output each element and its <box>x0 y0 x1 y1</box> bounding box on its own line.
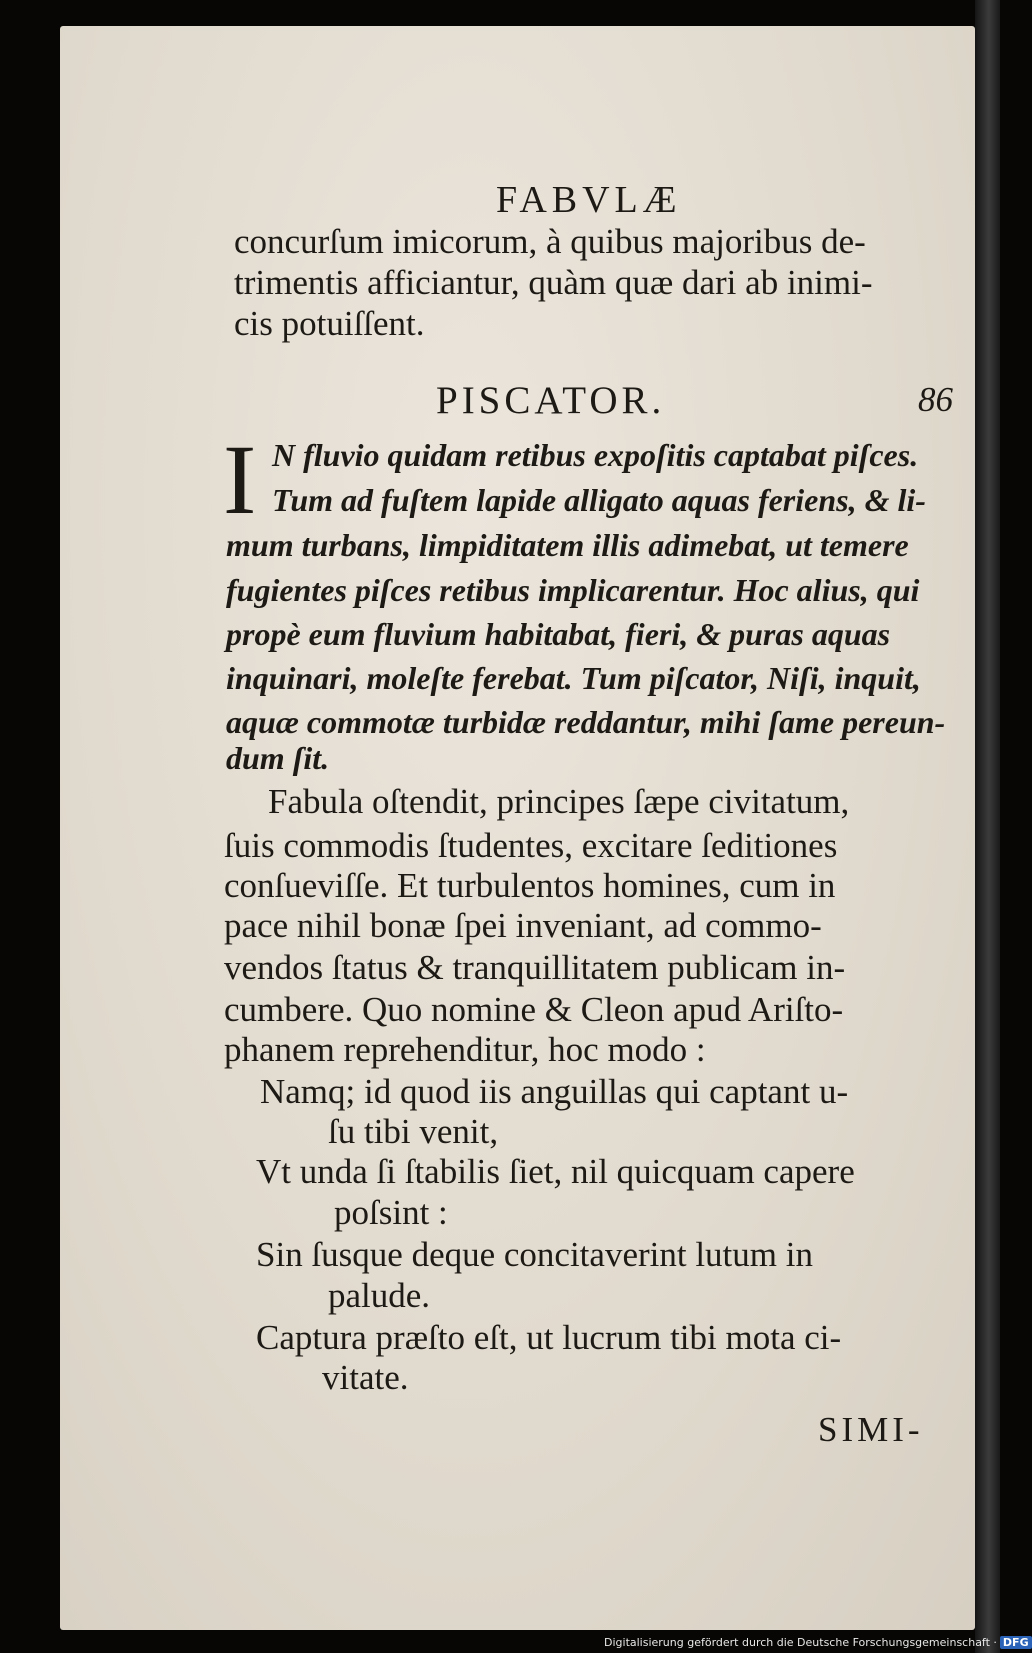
fable-text-line: N fluvio quidam retibus expoſitis captabat piſces. <box>272 437 919 473</box>
moral-line: vendos ſtatus & tranquillitatem publicam in- <box>224 948 846 987</box>
moral-line: conſueviſſe. Et turbulentos homines, cum in <box>224 866 836 905</box>
verse-line: Captura præſto eſt, ut lucrum tibi mota ci- <box>256 1318 842 1357</box>
drop-cap-initial: I <box>223 424 257 535</box>
fable-text-line: dum ſit. <box>226 740 330 776</box>
running-header: FABVLÆ <box>496 179 682 221</box>
dfg-logo: DFG <box>1000 1636 1032 1649</box>
fable-text-line: propè eum fluvium habitabat, fieri, & puras aquas <box>226 616 891 652</box>
footer-credit <box>604 1636 1032 1649</box>
fable-text-line: Tum ad fuſtem lapide alligato aquas feriens, & li- <box>272 482 926 518</box>
verse-line: Sin ſusque deque concitaverint lutum in <box>256 1235 813 1274</box>
verse-line: palude. <box>328 1276 431 1315</box>
verse-line: ſu tibi venit, <box>328 1112 499 1151</box>
verse-line: Namq; id quod iis anguillas qui captant u- <box>260 1072 849 1111</box>
continuation-line: trimentis afficiantur, quàm quæ dari ab inimi- <box>234 263 873 302</box>
continuation-line: concurſum imicorum, à quibus majoribus de- <box>234 222 866 261</box>
fable-text-line: aquæ commotæ turbidæ reddantur, mihi ſame pereun- <box>226 704 946 740</box>
page-number: 86 <box>918 380 953 419</box>
moral-line: phanem reprehenditur, hoc modo : <box>224 1030 706 1069</box>
verse-line: Vt unda ſi ſtabilis ſiet, nil quicquam capere <box>256 1152 855 1191</box>
fable-text-line: mum turbans, limpiditatem illis adimebat, ut temere <box>226 527 909 563</box>
catchword: SIMI- <box>818 1410 924 1449</box>
continuation-line: cis potuiſſent. <box>234 304 425 343</box>
fable-text-line: inquinari, moleſte ferebat. Tum piſcator, Niſi, inquit, <box>226 660 921 696</box>
verse-line: poſsint : <box>334 1193 448 1232</box>
verse-line: vitate. <box>322 1358 409 1397</box>
moral-line: pace nihil bonæ ſpei inveniant, ad commo- <box>224 906 822 945</box>
footer-text: Digitalisierung gefördert durch die Deutsche Forschungsgemeinschaft · <box>604 1636 997 1649</box>
moral-line: ſuis commodis ſtudentes, excitare ſeditiones <box>224 826 838 865</box>
moral-line: cumbere. Quo nomine & Cleon apud Ariſto- <box>224 990 844 1029</box>
moral-line: Fabula oſtendit, principes ſæpe civitatum, <box>268 782 850 821</box>
fable-title: PISCATOR. <box>436 379 666 422</box>
fable-text-line: fugientes piſces retibus implicarentur. Hoc alius, qui <box>226 572 920 608</box>
